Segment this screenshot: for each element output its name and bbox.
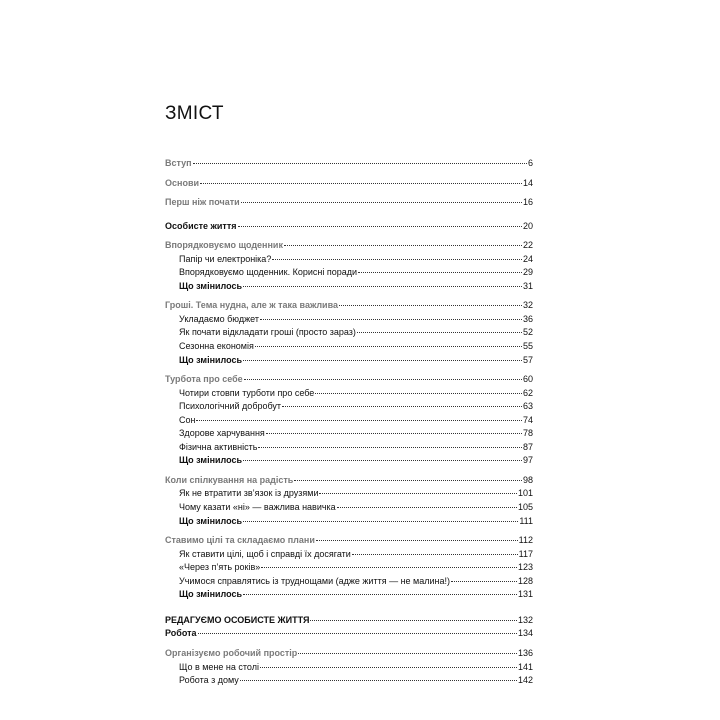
toc-entry-label: Папір чи електроніка? [179, 253, 272, 264]
dot-leader [352, 554, 518, 555]
toc-entry-page: 22 [522, 240, 533, 251]
toc-entry-page: 134 [517, 628, 533, 639]
dot-leader [255, 346, 522, 347]
dot-leader [284, 245, 522, 246]
toc-entry-page: 132 [517, 614, 533, 625]
toc-entry-page: 57 [522, 354, 533, 365]
toc-entry-label: Основи [165, 177, 200, 188]
toc-entry-page: 74 [522, 414, 533, 425]
toc-entry-label: Коли спілкування на радість [165, 474, 294, 485]
toc-entry-label: «Через п’ять років» [179, 562, 261, 573]
toc-entry [165, 627, 533, 641]
toc-entry [165, 373, 533, 387]
toc-entry-label: Чому казати «ні» — важлива навичка [179, 502, 336, 513]
toc-entry [165, 548, 533, 562]
toc-entry-label: Що в мене на столі [179, 661, 259, 672]
toc-entry-page: 6 [527, 158, 533, 168]
toc-entry-label: Турбота про себе [165, 374, 243, 385]
toc-entry-label: Що змінилось [179, 280, 243, 291]
toc-entry [165, 340, 533, 354]
toc-entry [165, 501, 533, 515]
toc-entry [165, 253, 533, 267]
toc-entry-label: Вступ [165, 158, 192, 168]
toc-entry [165, 220, 533, 234]
toc-entry-page: 63 [522, 401, 533, 412]
toc-entry [165, 575, 533, 589]
toc-entry [165, 313, 533, 327]
toc-entry-label: Як почати відкладати гроші (просто зараз) [179, 327, 356, 338]
dot-leader [337, 507, 517, 508]
toc-entry [165, 266, 533, 280]
toc-entry [165, 647, 533, 661]
toc-entry-page: 117 [518, 548, 533, 559]
dot-leader [243, 594, 517, 595]
toc-entry-page: 55 [522, 341, 533, 352]
toc-entry-page: 16 [522, 197, 533, 208]
page-title: ЗМІСТ [165, 103, 224, 124]
toc-entry-label: Ставимо цілі та складаємо плани [165, 535, 315, 546]
dot-leader [316, 540, 518, 541]
dot-leader [266, 433, 522, 434]
toc-entry-label: РЕДАГУЄМО ОСОБИСТЕ ЖИТТЯ [165, 614, 310, 625]
toc-entry [165, 515, 533, 529]
toc-entry-label: Психологічний добробут [179, 401, 282, 412]
toc-entry-label: Чотири стовпи турботи про себе [179, 387, 315, 398]
toc-entry-page: 24 [522, 253, 533, 264]
toc-entry-page: 101 [517, 488, 533, 499]
dot-leader [200, 183, 522, 184]
dot-leader [310, 620, 517, 621]
dot-leader [358, 272, 522, 273]
toc-entry-label: Що змінилось [179, 589, 243, 600]
dot-leader [294, 480, 522, 481]
toc-entry-page: 131 [517, 589, 533, 600]
toc-entry-label: Робота [165, 628, 197, 639]
dot-leader [198, 633, 517, 634]
toc-entry-page: 142 [517, 675, 533, 686]
toc-entry [165, 400, 533, 414]
toc-entry-page: 20 [522, 220, 533, 231]
dot-leader [282, 406, 522, 407]
toc-entry-page: 62 [522, 387, 533, 398]
toc-entry-label: Що змінилось [179, 354, 243, 365]
toc-entry [165, 354, 533, 368]
dot-leader [260, 319, 522, 320]
toc-entry-page: 78 [522, 428, 533, 439]
toc-entry [165, 674, 533, 688]
toc-entry [165, 474, 533, 488]
toc-entry [165, 454, 533, 468]
toc-entry [165, 561, 533, 575]
table-of-contents [165, 157, 533, 688]
dot-leader [258, 447, 522, 448]
toc-entry [165, 427, 533, 441]
toc-entry [165, 661, 533, 675]
toc-entry [165, 614, 533, 628]
dot-leader [272, 259, 522, 260]
dot-leader [243, 286, 522, 287]
toc-entry [165, 177, 533, 191]
toc-entry-page: 112 [518, 535, 533, 546]
toc-entry-label: Особисте життя [165, 220, 237, 231]
toc-entry-page: 52 [522, 327, 533, 338]
toc-entry-label: Впорядковуємо щоденник. Корисні поради [179, 267, 358, 278]
toc-entry [165, 280, 533, 294]
toc-entry-page: 123 [517, 562, 533, 573]
dot-leader [357, 332, 522, 333]
dot-leader [298, 653, 517, 654]
toc-entry [165, 487, 533, 501]
dot-leader [193, 163, 527, 164]
dot-leader [315, 393, 522, 394]
toc-entry-page: 97 [522, 455, 533, 466]
dot-leader [240, 680, 517, 681]
toc-entry-page: 111 [519, 515, 533, 526]
toc-entry-label: Робота з дому [179, 675, 239, 686]
toc-entry-page: 31 [522, 280, 533, 291]
toc-entry-label: Сон [179, 414, 196, 425]
toc-entry-page: 32 [522, 300, 533, 311]
toc-entry-label: Як не втратити зв’язок із друзями [179, 488, 319, 499]
toc-entry-label: Учимося справлятись із труднощами (адже життя — не малина!) [179, 575, 450, 586]
dot-leader [451, 581, 517, 582]
toc-entry-label: Перш ніж почати [165, 197, 240, 208]
toc-entry-label: Гроші. Тема нудна, але ж така важлива [165, 300, 338, 311]
toc-entry [165, 326, 533, 340]
toc-entry-label: Що змінилось [179, 455, 243, 466]
toc-entry-label: Як ставити цілі, щоб і справді їх досягати [179, 548, 351, 559]
toc-entry [165, 534, 533, 548]
dot-leader [244, 379, 522, 380]
toc-entry [165, 387, 533, 401]
toc-entry [165, 441, 533, 455]
toc-entry-label: Сезонна економія [179, 341, 254, 352]
toc-entry [165, 239, 533, 253]
dot-leader [243, 460, 522, 461]
dot-leader [241, 202, 522, 203]
dot-leader [261, 567, 517, 568]
toc-entry [165, 588, 533, 602]
toc-entry-page: 87 [522, 441, 533, 452]
dot-leader [196, 420, 522, 421]
toc-entry-page: 36 [522, 313, 533, 324]
dot-leader [243, 360, 522, 361]
toc-entry [165, 414, 533, 428]
toc-entry-page: 14 [522, 177, 533, 188]
toc-entry-label: Організуємо робочий простір [165, 647, 298, 658]
toc-entry-page: 136 [517, 647, 533, 658]
toc-entry-page: 29 [522, 267, 533, 278]
dot-leader [339, 305, 522, 306]
toc-entry-label: Здорове харчування [179, 428, 265, 439]
dot-leader [243, 521, 518, 522]
toc-entry-label: Що змінилось [179, 515, 243, 526]
toc-entry-page: 105 [517, 502, 533, 513]
toc-entry [165, 299, 533, 313]
toc-entry [165, 196, 533, 210]
dot-leader [319, 493, 516, 494]
toc-entry [165, 157, 533, 171]
toc-entry-page: 128 [517, 575, 533, 586]
toc-entry-label: Укладаємо бюджет [179, 313, 259, 324]
dot-leader [260, 667, 517, 668]
toc-entry-label: Впорядковуємо щоденник [165, 240, 283, 251]
toc-entry-page: 98 [522, 474, 533, 485]
toc-entry-page: 60 [522, 374, 533, 385]
dot-leader [238, 226, 522, 227]
toc-entry-page: 141 [517, 661, 533, 672]
toc-entry-label: Фізична активність [179, 441, 258, 452]
